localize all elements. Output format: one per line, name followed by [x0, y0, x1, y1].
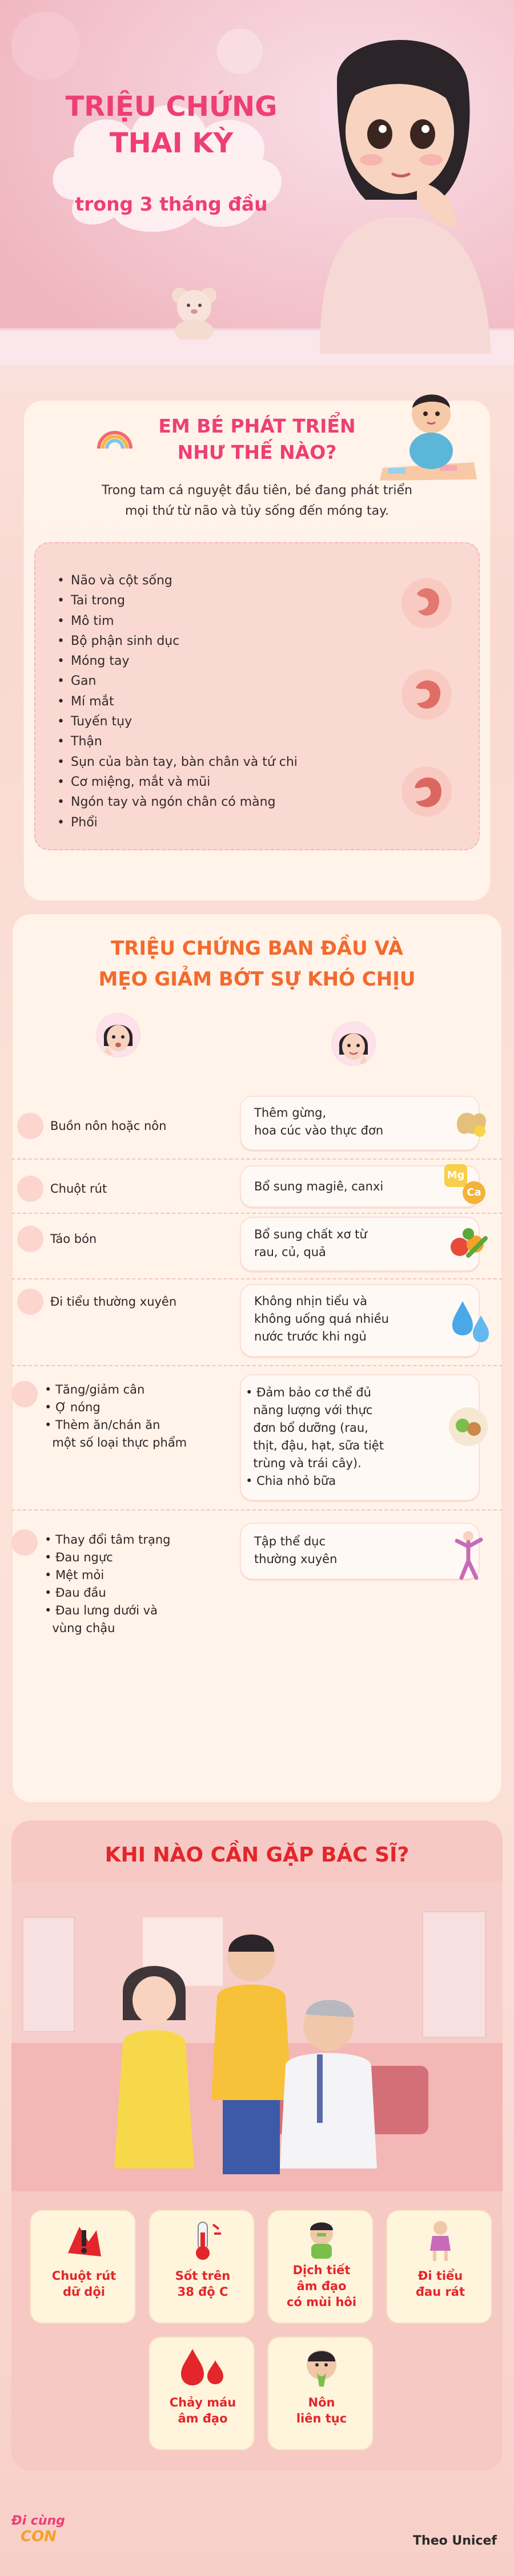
vegetables-icon	[445, 1221, 491, 1267]
list-item: • Mô tim	[57, 611, 354, 631]
healthy-food-icon	[445, 1404, 491, 1449]
nausea-icon	[17, 1113, 43, 1139]
logo-line-2: CON	[21, 2528, 57, 2545]
warning-text: Sốt trên 38 độ C	[175, 2269, 231, 2299]
list-item: • Não và cột sống	[57, 571, 354, 591]
smell-icon	[300, 2216, 343, 2260]
fetus-icon	[400, 765, 454, 819]
page-subtitle: trong 3 tháng đầu	[75, 193, 268, 215]
painful-urination-icon	[419, 2219, 462, 2262]
happy-woman-avatar	[331, 1021, 376, 1066]
warning-tile	[267, 2210, 374, 2324]
warning-tile	[148, 2210, 255, 2324]
list-item: • Mí mắt	[57, 692, 354, 712]
symptom-text: • Đau đầu	[45, 1586, 106, 1600]
warning-text: Đi tiểu đau rát	[415, 2269, 465, 2299]
worried-woman-avatar	[96, 1013, 140, 1057]
list-item: • Phổi	[57, 813, 354, 833]
symptom-list	[45, 1531, 170, 1637]
urination-icon	[17, 1289, 43, 1315]
teddy-bear-icon	[168, 285, 220, 340]
divider	[11, 1158, 503, 1160]
symptom-text: Chuột rút	[50, 1182, 107, 1196]
warning-tile	[386, 2210, 492, 2324]
pregnant-woman-illustration	[297, 11, 508, 354]
list-item: • Gan	[57, 671, 354, 691]
symptom-text: Đi tiểu thường xuyên	[50, 1295, 177, 1309]
list-item: • Sụn của bàn tay, bàn chân và tứ chi	[57, 752, 354, 772]
symptom-text: vùng chậu	[52, 1621, 115, 1635]
title-line-2: THAI KỲ	[109, 127, 234, 159]
symptoms-title-line-2: MẸO GIẢM BỚT SỰ KHÓ CHỊU	[98, 968, 416, 991]
list-item: • Ngón tay và ngón chân có màng	[57, 792, 354, 812]
warning-text: Chảy máu âm đạo	[169, 2396, 236, 2425]
list-item: • Cơ miệng, mắt và mũi	[57, 772, 354, 792]
divider	[11, 1509, 503, 1511]
list-item: • Thận	[57, 732, 354, 752]
symptom-text: • Mệt mỏi	[45, 1568, 105, 1582]
calcium-badge: Ca	[463, 1181, 485, 1204]
warning-tile	[148, 2336, 255, 2450]
divider	[11, 1365, 503, 1366]
symptoms-title-line-1: TRIỆU CHỨNG BAN ĐẦU VÀ	[111, 937, 403, 960]
symptom-text: • Ợ nóng	[45, 1400, 101, 1414]
divider	[11, 1213, 503, 1214]
symptom-text: Táo bón	[50, 1232, 97, 1246]
clinic-illustration	[11, 1883, 503, 2191]
development-title	[131, 413, 383, 466]
water-drops-icon	[451, 1295, 491, 1347]
tip-text: Không nhịn tiểu và không uống quá nhiều nước trước khi ngủ	[254, 1294, 389, 1343]
logo-line-1: Đi cùng	[11, 2514, 65, 2528]
baby-illustration	[377, 382, 480, 482]
list-item: • Tai trong	[57, 591, 354, 611]
symptom-text: • Đau ngực	[45, 1551, 113, 1564]
warning-text: Nôn liên tục	[296, 2396, 347, 2425]
list-item: • Móng tay	[57, 651, 354, 671]
fetus-icon	[400, 576, 454, 631]
title-line-1: TRIỆU CHỨNG	[65, 91, 278, 123]
weight-change-icon	[11, 1381, 38, 1407]
thermometer-icon	[181, 2219, 224, 2262]
symptom-text: • Thay đổi tâm trạng	[45, 1533, 171, 1547]
list-item: • Bộ phận sinh dục	[57, 631, 354, 651]
rainbow-icon	[96, 423, 134, 450]
vomit-icon	[300, 2345, 343, 2389]
symptoms-title	[34, 933, 480, 995]
warning-text: Dịch tiết âm đạo có mùi hôi	[286, 2263, 357, 2309]
warning-tile	[30, 2210, 136, 2324]
page-title	[23, 88, 320, 161]
tip-list: • Đảm bảo cơ thể đủ năng lượng với thực đơn bổ dưỡng (rau, thịt, đậu, hạt, sữa tiệt trùng và trái cây). • Chia nhỏ bữa	[246, 1386, 384, 1488]
source-credit: Theo Unicef	[413, 2534, 497, 2548]
warning-tile	[267, 2336, 374, 2450]
development-title-line-1: EM BÉ PHÁT TRIỂN	[158, 415, 356, 437]
symptom-text: Buồn nôn hoặc nôn	[50, 1119, 167, 1133]
warning-text: Chuột rút dữ dội	[51, 2269, 117, 2299]
list-item: • Tuyến tụy	[57, 712, 354, 732]
divider	[11, 1278, 503, 1279]
tip-text: Bổ sung magiê, canxi	[254, 1180, 384, 1193]
tip-text: Tập thể dục thường xuyên	[254, 1535, 338, 1566]
intro-line-2: mọi thứ từ não và tủy sống đến móng tay.	[125, 504, 389, 518]
magnesium-badge: Mg	[444, 1164, 467, 1187]
symptom-text: • Thèm ăn/chán ăn	[45, 1418, 160, 1432]
ginger-icon	[451, 1101, 491, 1141]
symptoms-card	[11, 913, 503, 1803]
fetus-icon	[400, 668, 454, 722]
mood-icon	[11, 1529, 38, 1556]
symptom-text: một số loại thực phẩm	[52, 1436, 187, 1449]
development-intro	[63, 481, 451, 522]
symptom-text: • Tăng/giảm cân	[45, 1383, 145, 1396]
symptom-list	[45, 1381, 187, 1452]
constipation-icon	[17, 1226, 43, 1252]
tip-text: Bổ sung chất xơ từ rau, củ, quả	[254, 1228, 367, 1259]
development-list	[57, 571, 354, 833]
intro-line-1: Trong tam cá nguyệt đầu tiên, bé đang phát triển	[102, 483, 412, 498]
symptom-text: • Đau lưng dưới và	[45, 1604, 158, 1617]
tip-text: Thêm gừng, hoa cúc vào thực đơn	[254, 1106, 384, 1137]
cramp-icon	[62, 2219, 106, 2262]
blood-drops-icon	[175, 2345, 230, 2389]
doctor-title: KHI NÀO CẦN GẶP BÁC SĨ?	[105, 1843, 409, 1867]
cramp-icon	[17, 1176, 43, 1202]
exercise-icon	[451, 1529, 485, 1581]
brand-logo	[11, 2514, 91, 2559]
development-title-line-2: NHƯ THẾ NÀO?	[177, 441, 337, 463]
